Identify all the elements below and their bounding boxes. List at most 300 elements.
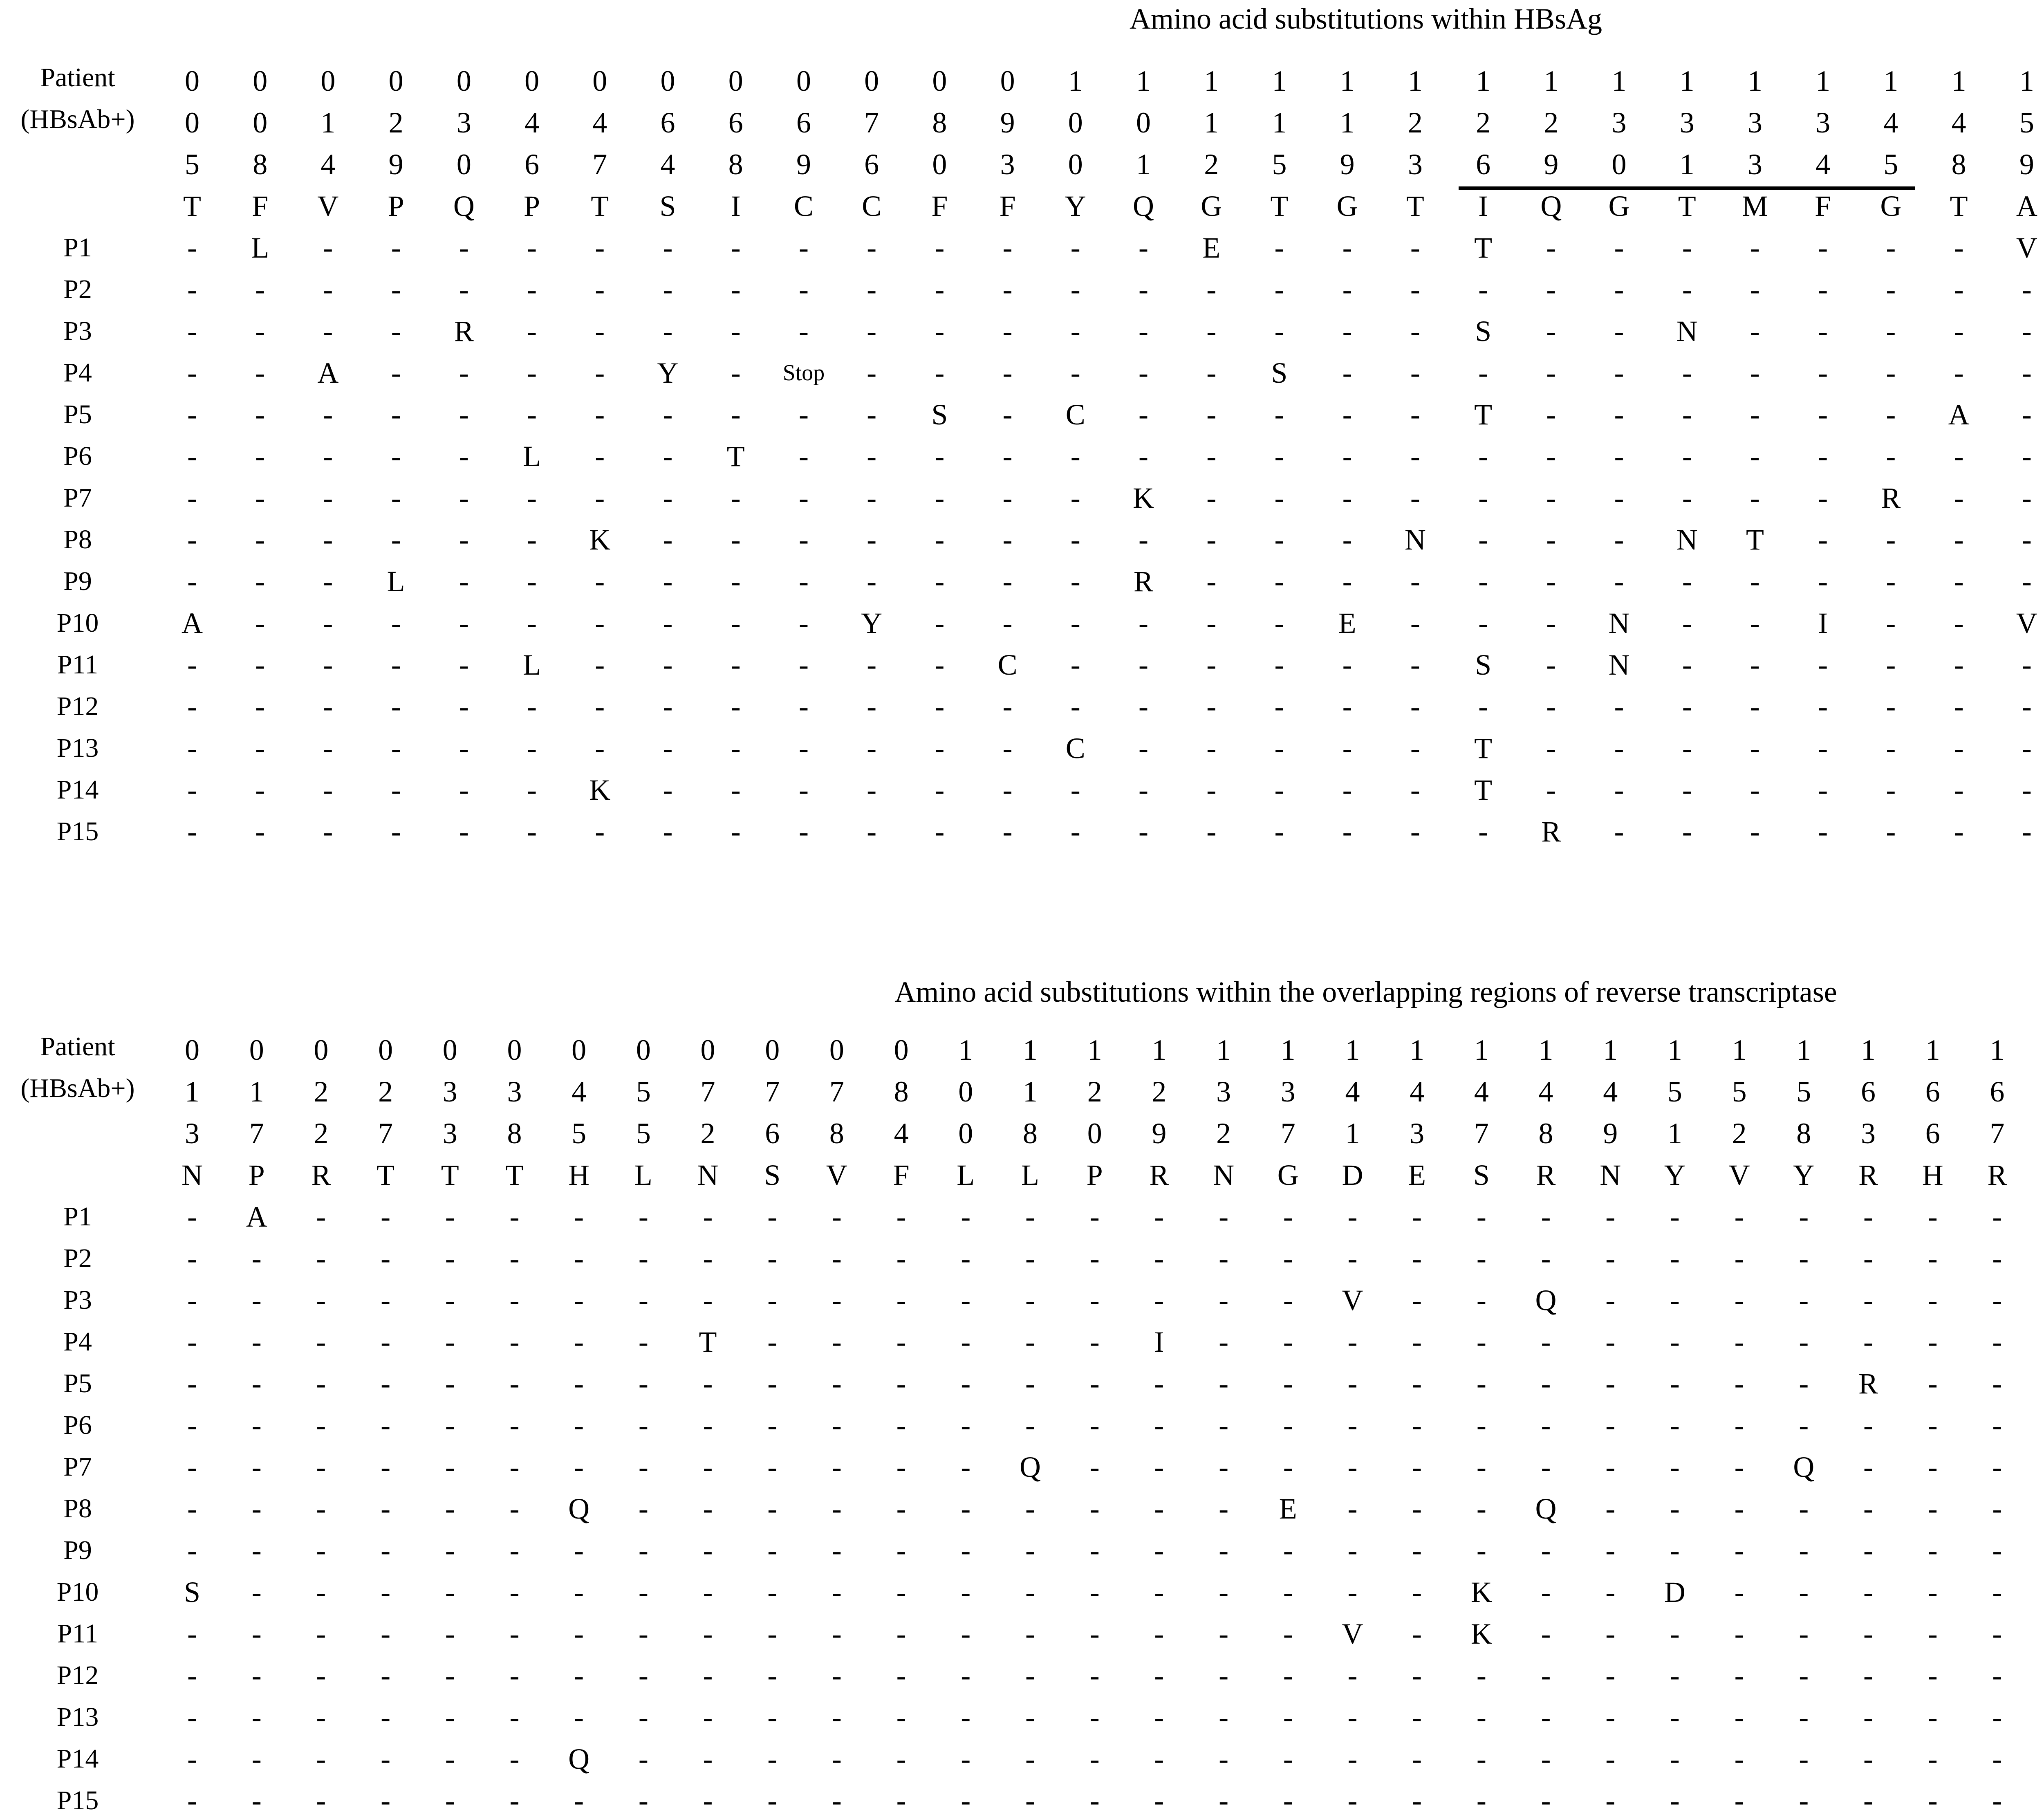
no-change-cell: - [1614, 690, 1624, 723]
no-change-cell: - [935, 231, 945, 264]
no-change-cell: - [1219, 1200, 1229, 1233]
position-digit: 1 [1815, 65, 1831, 97]
no-change-cell: - [1541, 1367, 1551, 1400]
position-digit: 2 [314, 1075, 329, 1108]
no-change-cell: - [1412, 1367, 1422, 1400]
no-change-cell: - [251, 1617, 262, 1650]
no-change-cell: - [1342, 523, 1352, 556]
substitution-cell: Q [1793, 1451, 1815, 1483]
no-change-cell: - [1614, 231, 1624, 264]
no-change-cell: - [187, 398, 197, 431]
no-change-cell: - [1206, 607, 1217, 639]
position-digit: 2 [1544, 106, 1559, 139]
no-change-cell: - [323, 774, 333, 806]
position-digit: 0 [185, 106, 199, 139]
patient-label: P15 [56, 817, 99, 846]
position-digit: 4 [524, 106, 540, 139]
position-digit: 5 [636, 1117, 651, 1150]
position-digit: 3 [1000, 148, 1015, 181]
reference-residue: R [1536, 1159, 1556, 1191]
no-change-cell: - [509, 1409, 520, 1442]
no-change-cell: - [1541, 1784, 1551, 1817]
no-change-cell: - [961, 1701, 971, 1734]
no-change-cell: - [595, 565, 605, 598]
no-change-cell: - [638, 1659, 648, 1692]
no-change-cell: - [1546, 523, 1556, 556]
reference-residue: V [826, 1159, 847, 1191]
no-change-cell: - [323, 273, 333, 306]
no-change-cell: - [1283, 1284, 1293, 1317]
reference-residue: P [524, 190, 540, 222]
no-change-cell: - [767, 1659, 778, 1692]
no-change-cell: - [1283, 1409, 1293, 1442]
no-change-cell: - [1734, 1326, 1744, 1358]
no-change-cell: - [2022, 690, 2032, 723]
no-change-cell: - [2022, 565, 2032, 598]
position-digit: 1 [1883, 65, 1898, 97]
reference-residue: H [1922, 1159, 1943, 1191]
patient-label: P2 [63, 1243, 92, 1273]
no-change-cell: - [1927, 1534, 1938, 1567]
no-change-cell: - [2022, 523, 2032, 556]
no-change-cell: - [1927, 1200, 1938, 1233]
no-change-cell: - [867, 523, 877, 556]
no-change-cell: - [663, 231, 673, 264]
no-change-cell: - [798, 231, 809, 264]
no-change-cell: - [509, 1659, 520, 1692]
no-change-cell: - [1614, 732, 1624, 765]
no-change-cell: - [445, 1784, 455, 1817]
position-digit: 1 [1679, 148, 1694, 181]
no-change-cell [2037, 1242, 2044, 1275]
no-change-cell: - [1139, 690, 1148, 723]
no-change-cell: - [316, 1409, 326, 1442]
no-change-cell: - [1070, 273, 1080, 306]
no-change-cell: - [1927, 1492, 1938, 1525]
no-change-cell: - [574, 1784, 584, 1817]
patient-label: P14 [56, 1744, 99, 1774]
no-change-cell: - [445, 1409, 455, 1442]
position-digit [2037, 1075, 2044, 1108]
no-change-cell: - [1089, 1284, 1100, 1317]
no-change-cell: - [867, 440, 877, 473]
no-change-cell: - [1154, 1451, 1164, 1483]
position-digit: 7 [592, 148, 607, 181]
no-change-cell: - [831, 1409, 842, 1442]
no-change-cell: - [1274, 315, 1284, 348]
no-change-cell: - [381, 1701, 391, 1734]
no-change-cell: - [1750, 357, 1760, 389]
no-change-cell: - [527, 231, 537, 264]
no-change-cell: - [767, 1326, 778, 1358]
no-change-cell: - [1927, 1242, 1938, 1275]
position-digit: 6 [1925, 1117, 1940, 1150]
position-digit: 1 [1544, 65, 1559, 97]
position-digit: 4 [592, 106, 607, 139]
no-change-cell: - [595, 482, 605, 514]
no-change-cell: - [1863, 1451, 1873, 1483]
no-change-cell: - [703, 1367, 713, 1400]
no-change-cell: - [1799, 1284, 1809, 1317]
no-change-cell: - [1070, 648, 1080, 681]
position-digit: 7 [700, 1075, 715, 1108]
position-digit: 1 [1272, 65, 1287, 97]
no-change-cell: - [1886, 357, 1896, 389]
no-change-cell: - [935, 732, 945, 765]
no-change-cell [2037, 1409, 2044, 1442]
no-change-cell: - [1070, 440, 1080, 473]
no-change-cell: - [1070, 815, 1080, 848]
no-change-cell: - [1750, 440, 1760, 473]
no-change-cell: - [663, 482, 673, 514]
no-change-cell: - [867, 357, 877, 389]
no-change-cell: - [1476, 1367, 1486, 1400]
reference-residue: R [311, 1159, 331, 1191]
position-digit: 1 [1023, 1075, 1038, 1108]
no-change-cell: - [1206, 815, 1217, 848]
no-change-cell: - [1025, 1576, 1035, 1608]
no-change-cell: - [1670, 1617, 1680, 1650]
substitution-cell: A [317, 357, 339, 389]
no-change-cell: - [1541, 1409, 1551, 1442]
position-digit: 1 [1340, 106, 1355, 139]
no-change-cell: - [1347, 1659, 1358, 1692]
substitution-cell: N [1676, 523, 1698, 556]
no-change-cell: - [459, 607, 469, 639]
no-change-cell: - [1219, 1576, 1229, 1608]
no-change-cell: - [187, 523, 197, 556]
position-digit: 0 [253, 106, 268, 139]
reference-residue: N [1213, 1159, 1235, 1191]
no-change-cell: - [1927, 1701, 1938, 1734]
no-change-cell: - [509, 1284, 520, 1317]
no-change-cell: - [867, 482, 877, 514]
position-digit: 4 [320, 148, 336, 181]
no-change-cell: - [1750, 482, 1760, 514]
no-change-cell: - [509, 1743, 520, 1775]
no-change-cell: - [1412, 1409, 1422, 1442]
no-change-cell: - [1670, 1659, 1680, 1692]
no-change-cell: - [1927, 1576, 1938, 1608]
no-change-cell: - [459, 523, 469, 556]
panel-title: Amino acid substitutions within HBsAg [1129, 2, 1602, 35]
position-digit: 0 [728, 65, 743, 97]
no-change-cell: - [935, 357, 945, 389]
no-change-cell [2037, 1534, 2044, 1567]
reference-residue: F [931, 190, 948, 222]
no-change-cell: - [638, 1367, 648, 1400]
no-change-cell: - [187, 1451, 197, 1483]
no-change-cell: - [187, 1701, 197, 1734]
no-change-cell: - [935, 565, 945, 598]
reference-residue: T [1406, 190, 1424, 222]
position-digit: 4 [1951, 106, 1966, 139]
substitution-cell: L [387, 565, 405, 598]
no-change-cell: - [251, 1492, 262, 1525]
no-change-cell: - [1347, 1242, 1358, 1275]
position-digit: 8 [829, 1117, 844, 1150]
no-change-cell: - [703, 1200, 713, 1233]
substitution-cell: K [1470, 1617, 1492, 1650]
no-change-cell: - [316, 1784, 326, 1817]
no-change-cell: - [896, 1784, 906, 1817]
no-change-cell: - [1670, 1784, 1680, 1817]
no-change-cell: - [767, 1784, 778, 1817]
no-change-cell: - [1002, 357, 1013, 389]
position-digit: 4 [1538, 1075, 1553, 1108]
no-change-cell: - [255, 357, 265, 389]
no-change-cell: - [1605, 1326, 1616, 1358]
no-change-cell: - [445, 1242, 455, 1275]
no-change-cell: - [1886, 231, 1896, 264]
position-digit: 3 [1815, 106, 1831, 139]
position-digit: 1 [1136, 65, 1151, 97]
no-change-cell: - [381, 1659, 391, 1692]
no-change-cell: - [1818, 482, 1828, 514]
reference-residue: V [1728, 1159, 1750, 1191]
no-change-cell: - [1002, 231, 1013, 264]
no-change-cell: - [1347, 1743, 1358, 1775]
no-change-cell: - [896, 1701, 906, 1734]
substitution-cell: T [1474, 231, 1493, 264]
no-change-cell: - [1750, 648, 1760, 681]
substitution-cell: R [1541, 815, 1561, 848]
position-digit: 8 [932, 106, 947, 139]
no-change-cell: - [1342, 815, 1352, 848]
no-change-cell: - [638, 1284, 648, 1317]
no-change-cell: - [1002, 315, 1013, 348]
no-change-cell: - [255, 523, 265, 556]
reference-residue: T [377, 1159, 395, 1191]
no-change-cell: - [1992, 1701, 2002, 1734]
no-change-cell: - [1605, 1701, 1616, 1734]
position-digit: 1 [1272, 106, 1287, 139]
reference-residue: G [1277, 1159, 1299, 1191]
no-change-cell: - [1412, 1534, 1422, 1567]
no-change-cell: - [1682, 648, 1692, 681]
no-change-cell [2037, 1200, 2044, 1233]
position-digit: 9 [1603, 1117, 1618, 1150]
no-change-cell: - [896, 1451, 906, 1483]
position-digit: 3 [442, 1117, 457, 1150]
no-change-cell: - [187, 1409, 197, 1442]
no-change-cell: - [731, 774, 741, 806]
position-digit: 8 [1538, 1117, 1553, 1150]
reference-residue: R [1987, 1159, 2007, 1191]
no-change-cell: - [1478, 440, 1488, 473]
position-digit: 2 [700, 1117, 715, 1150]
position-digit: 3 [1410, 1117, 1425, 1150]
no-change-cell: - [316, 1367, 326, 1400]
reference-residue: T [505, 1159, 524, 1191]
reference-residue: E [1408, 1159, 1426, 1191]
reference-residue: F [999, 190, 1016, 222]
no-change-cell: - [1206, 440, 1217, 473]
position-digit: 7 [1474, 1117, 1489, 1150]
no-change-cell: - [663, 815, 673, 848]
no-change-cell: - [798, 315, 809, 348]
no-change-cell: - [831, 1743, 842, 1775]
position-digit: 1 [1280, 1034, 1295, 1066]
no-change-cell: - [1347, 1200, 1358, 1233]
no-change-cell: - [1799, 1784, 1809, 1817]
no-change-cell: - [1412, 1451, 1422, 1483]
no-change-cell: - [187, 1242, 197, 1275]
no-change-cell: - [831, 1617, 842, 1650]
substitution-cell: S [931, 398, 948, 431]
no-change-cell: - [1799, 1409, 1809, 1442]
no-change-cell: - [1283, 1451, 1293, 1483]
no-change-cell: - [703, 1659, 713, 1692]
no-change-cell: - [1206, 357, 1217, 389]
no-change-cell: - [1274, 565, 1284, 598]
position-digit: 6 [1925, 1075, 1940, 1108]
no-change-cell: - [2022, 315, 2032, 348]
no-change-cell: - [527, 774, 537, 806]
no-change-cell: - [1546, 482, 1556, 514]
reference-residue: N [182, 1159, 203, 1191]
position-digit: 8 [1951, 148, 1966, 181]
no-change-cell: - [1283, 1534, 1293, 1567]
no-change-cell: - [1954, 482, 1964, 514]
patient-label: P3 [63, 1285, 92, 1315]
no-change-cell: - [935, 774, 945, 806]
reference-residue: T [441, 1159, 459, 1191]
no-change-cell: - [2022, 357, 2032, 389]
no-change-cell: - [638, 1784, 648, 1817]
no-change-cell: - [798, 523, 809, 556]
position-digit: 7 [378, 1117, 393, 1150]
position-digit: 0 [456, 148, 471, 181]
no-change-cell: - [1954, 315, 1964, 348]
no-change-cell: - [316, 1743, 326, 1775]
no-change-cell: - [1219, 1409, 1229, 1442]
no-change-cell: - [509, 1784, 520, 1817]
patient-label: P13 [56, 1702, 99, 1732]
no-change-cell: - [316, 1451, 326, 1483]
no-change-cell: - [1002, 732, 1013, 765]
no-change-cell: - [459, 690, 469, 723]
no-change-cell: - [1025, 1659, 1035, 1692]
no-change-cell: - [1002, 440, 1013, 473]
no-change-cell: - [961, 1242, 971, 1275]
no-change-cell: - [1799, 1659, 1809, 1692]
substitution-cell: S [1475, 648, 1492, 681]
no-change-cell: - [638, 1242, 648, 1275]
position-digit: 0 [1087, 1117, 1102, 1150]
no-change-cell: - [1342, 648, 1352, 681]
no-change-cell: - [1863, 1534, 1873, 1567]
position-digit: 8 [507, 1117, 522, 1150]
reference-residue: S [1473, 1159, 1490, 1191]
no-change-cell: - [2022, 482, 2032, 514]
position-digit: 1 [1538, 1034, 1553, 1066]
position-digit: 4 [1410, 1075, 1425, 1108]
no-change-cell: - [798, 440, 809, 473]
position-digit: 5 [636, 1075, 651, 1108]
no-change-cell: - [1670, 1451, 1680, 1483]
no-change-cell: - [831, 1701, 842, 1734]
no-change-cell [2037, 1451, 2044, 1483]
no-change-cell: - [1863, 1284, 1873, 1317]
no-change-cell: - [703, 1242, 713, 1275]
position-digit: 8 [1023, 1117, 1038, 1150]
no-change-cell: - [574, 1326, 584, 1358]
no-change-cell: - [867, 815, 877, 848]
no-change-cell: - [323, 231, 333, 264]
no-change-cell: - [1002, 482, 1013, 514]
no-change-cell: - [1089, 1743, 1100, 1775]
no-change-cell: - [1614, 565, 1624, 598]
no-change-cell: - [1992, 1200, 2002, 1233]
no-change-cell: - [731, 482, 741, 514]
no-change-cell: - [445, 1367, 455, 1400]
position-digit: 1 [1136, 148, 1151, 181]
no-change-cell: - [767, 1701, 778, 1734]
position-digit: 1 [1023, 1034, 1038, 1066]
no-change-cell: - [1541, 1242, 1551, 1275]
no-change-cell: - [1347, 1367, 1358, 1400]
no-change-cell: - [1206, 315, 1217, 348]
no-change-cell: - [1002, 398, 1013, 431]
no-change-cell: - [1863, 1326, 1873, 1358]
no-change-cell: - [896, 1659, 906, 1692]
no-change-cell: - [1863, 1701, 1873, 1734]
no-change-cell: - [1541, 1576, 1551, 1608]
reference-residue: M [1741, 190, 1768, 222]
position-digit: 1 [1732, 1034, 1747, 1066]
position-digit: 4 [894, 1117, 909, 1150]
position-digit: 1 [1152, 1034, 1167, 1066]
no-change-cell: - [703, 1784, 713, 1817]
reference-residue: F [893, 1159, 910, 1191]
no-change-cell: - [255, 315, 265, 348]
no-change-cell: - [1025, 1784, 1035, 1817]
no-change-cell: - [1206, 732, 1217, 765]
no-change-cell: - [1750, 732, 1760, 765]
position-digit: 6 [1476, 148, 1491, 181]
no-change-cell: - [595, 398, 605, 431]
no-change-cell: - [1605, 1492, 1616, 1525]
no-change-cell: - [509, 1492, 520, 1525]
no-change-cell: - [323, 690, 333, 723]
no-change-cell: - [1927, 1617, 1938, 1650]
substitution-cell: N [1676, 315, 1698, 348]
no-change-cell: - [1283, 1701, 1293, 1734]
no-change-cell: - [1025, 1534, 1035, 1567]
no-change-cell [2037, 1659, 2044, 1692]
no-change-cell: - [1070, 607, 1080, 639]
patient-header: Patient [40, 63, 115, 92]
no-change-cell: - [1750, 690, 1760, 723]
no-change-cell: - [1670, 1284, 1680, 1317]
position-digit: 0 [660, 65, 675, 97]
no-change-cell: - [663, 565, 673, 598]
substitution-cell: Y [657, 357, 679, 389]
position-digit: 0 [958, 1075, 973, 1108]
position-digit: 6 [1861, 1075, 1876, 1108]
no-change-cell: - [896, 1576, 906, 1608]
no-change-cell: - [1412, 1576, 1422, 1608]
no-change-cell: - [251, 1659, 262, 1692]
no-change-cell: - [1274, 398, 1284, 431]
reference-residue: S [659, 190, 676, 222]
no-change-cell: - [1347, 1409, 1358, 1442]
no-change-cell: - [935, 482, 945, 514]
position-digit: 6 [728, 106, 743, 139]
no-change-cell: - [187, 774, 197, 806]
position-digit: 3 [1861, 1117, 1876, 1150]
